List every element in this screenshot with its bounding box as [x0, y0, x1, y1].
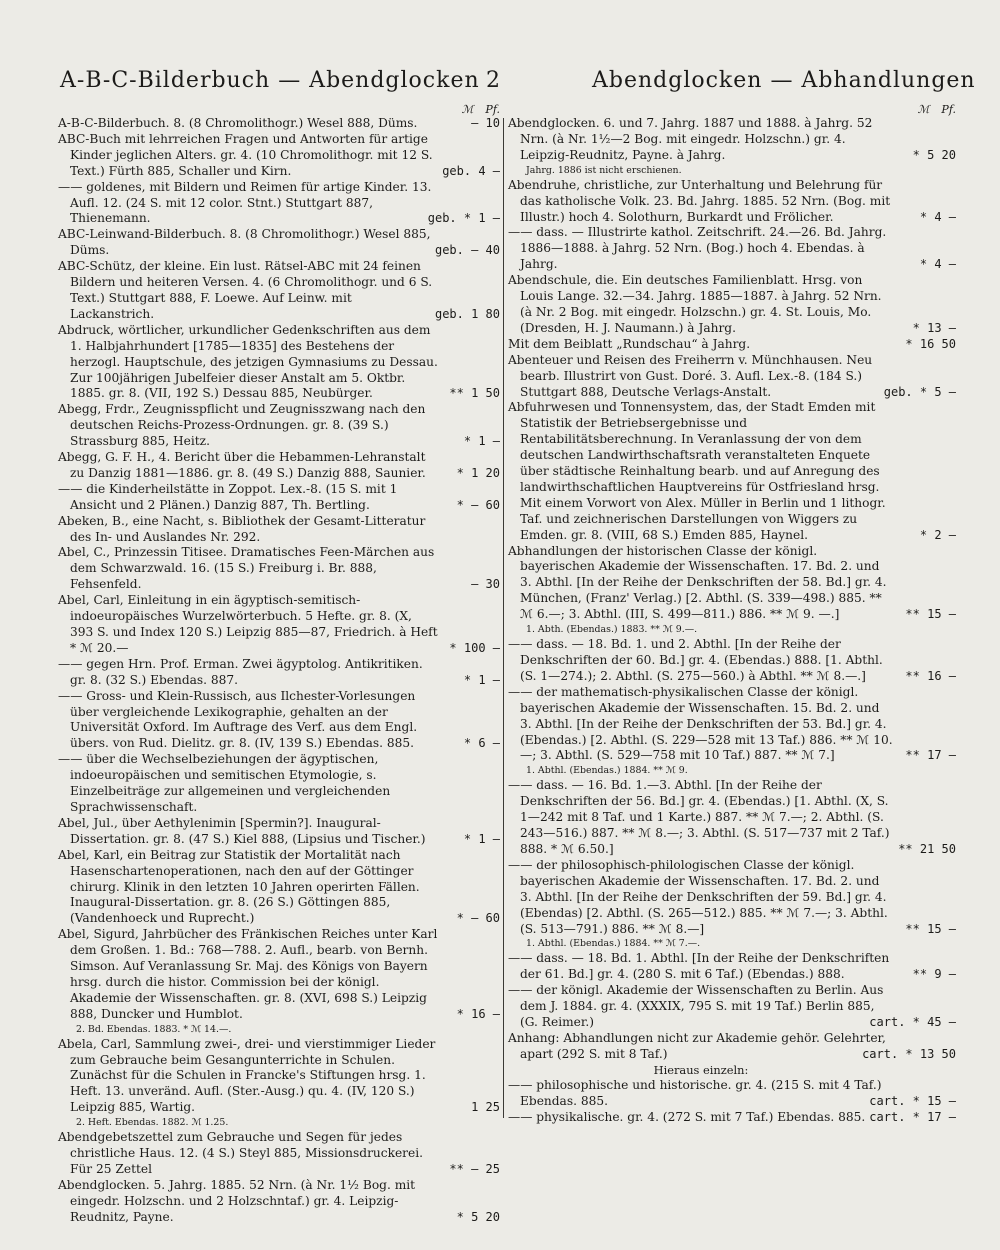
entry-text: Abendgebetszettel zum Gebrauche und Segen für jedes christliche Haus. 12. (4 S.) Steyl 885, Missionsdruckerei. Für 25 Zettel [58, 1130, 423, 1176]
entry-price: — 10 [471, 116, 500, 130]
entry-text: —— dass. — Illustrirte kathol. Zeitschrift. 24.—26. Bd. Jahrg. 1886—1888. à Jahrg. 52 Nrn. (Bog.) hoch 4. Ebendas. à Jahrg. [508, 225, 887, 272]
catalog-entry [508, 178, 956, 226]
entry-text: Abegg, G. F. H., 4. Bericht über die Hebammen-Lehranstalt zu Danzig 1881—1886. gr. 8. (49 S.) Danzig 888, Saunier. [58, 450, 426, 480]
entry-price: * 6 — [463, 736, 500, 751]
left-column [58, 103, 500, 1226]
entry-text: Abel, Jul., über Aethylenimin [Spermin?]. Inaugural-Dissertation. gr. 8. (47 S.) Kiel 888, (Lipsius und Tischer.) [58, 815, 426, 846]
entry-text: —— der königl. Akademie der Wissenschaften zu Berlin. Aus dem J. 1884. gr. 4. (XXXIX, 795 S. mit 19 Taf.) Berlin 885, (G. Reimer.) [508, 983, 884, 1030]
catalog-entry [508, 225, 956, 273]
entry-price: * 1 — [463, 831, 500, 846]
catalog-entry [58, 545, 500, 593]
entry-footnote: 1. Abthl. (Ebendas.) 1884. ** ℳ 7.—. [526, 938, 701, 950]
entry-text: Abendglocken. 6. und 7. Jahrg. 1887 und 1888. à Jahrg. 52 Nrn. (à Nr. 1½—2 Bog. mit eingedr. Holzschn.) gr. 4. Leipzig-Reudnitz, Payne. à Jahrg. [508, 116, 873, 162]
entry-price: * 2 — [919, 527, 956, 542]
entry-text: ABC-Schütz, der kleine. Ein lust. Rätsel-ABC mit 24 feinen Bildern und heiteren Versen. 4. (6 Chromolithogr. und 6 S. Text.) Stuttgart 888, F. Loewe. Auf Leinw. mit Lackanstrich. [58, 259, 433, 321]
entry-price: * 100 — [449, 640, 500, 655]
catalog-entry [58, 752, 500, 816]
price-unit-header [58, 103, 500, 116]
entry-price: cart. * 17 — [869, 1109, 956, 1124]
catalog-entry [58, 180, 500, 228]
mark-unit: ℳ [461, 103, 474, 116]
catalog-entry [508, 778, 956, 858]
catalog-entry [58, 848, 500, 928]
entry-text: Anhang: Abhandlungen nicht zur Akademie gehör. Gelehrter, apart (292 S. mit 8 Taf.) [508, 1030, 886, 1061]
catalog-entry [58, 657, 500, 689]
entry-text: Abel, Carl, Einleitung in ein ägyptisch-semitisch-indoeuropäisches Wurzelwörterbuch. 5 Hefte. gr. 8. (X, 393 S. und Index 120 S.) Leipzig 885—87, Friedrich. à Heft * ℳ 20.— [58, 593, 438, 655]
entry-price: cart. * 45 — [869, 1015, 956, 1030]
catalog-entry [508, 1110, 956, 1126]
entry-text: —— der mathematisch-physikalischen Classe der königl. bayerischen Akademie der Wissenschaften. 15. Bd. 2. und 3. Abthl. [In der Reihe der Denkschriften der 53. Bd.] gr. 4. (Ebendas.) [2. Abthl. (S. 229—528 mit 13 Taf.) 886. ** ℳ 10.—; 3. Abthl. (S. 529—758 mit 10 Taf.) 887. ** ℳ 7.] [508, 684, 893, 763]
catalog-entry [508, 273, 956, 337]
entry-text: —— goldenes, mit Bildern und Reimen für artige Kinder. 13. Aufl. 12. (24 S. mit 12 color. Stnt.) Stuttgart 887, Thienemann. [58, 179, 432, 226]
entry-text: —— philosophische und historische. gr. 4. (215 S. mit 4 Taf.) Ebendas. 885. [508, 1077, 882, 1108]
catalog-entry [508, 1031, 956, 1063]
entry-text: —— gegen Hrn. Prof. Erman. Zwei ägyptolog. Antikritiken. gr. 8. (32 S.) Ebendas. 887. [58, 656, 423, 687]
catalog-entry [508, 353, 956, 401]
entry-price: ** 16 — [905, 668, 956, 683]
catalog-entry [508, 951, 956, 983]
right-column [508, 103, 956, 1125]
column-divider [503, 118, 504, 1118]
entry-footnote: 1. Abthl. (Ebendas.) 1884. ** ℳ 9. [526, 765, 688, 777]
catalog-entry [58, 514, 500, 546]
entry-price: * — 60 [456, 497, 500, 512]
entry-text: —— der philosophisch-philologischen Classe der königl. bayerischen Akademie der Wissenschaften. 17. Bd. 2. und 3. Abthl. [In der Reihe der Denkschriften der 59. Bd.] gr. 4. (Ebendas) [2. Abthl. (S. 265—512.) 885. ** ℳ 7.—; 3. Abthl. (S. 513—791.) 886. ** ℳ 8.—] [508, 857, 888, 936]
entry-price: ** 9 — [912, 967, 956, 982]
entry-text: Abeken, B., eine Nacht, s. Bibliothek der Gesamt-Litteratur des In- und Auslandes Nr. 292. [58, 513, 426, 544]
entry-price: geb. * 5 — [883, 384, 956, 399]
catalog-entry [508, 337, 956, 353]
entry-text: ABC-Buch mit lehrreichen Fragen und Antworten für artige Kinder jeglichen Alters. gr. 4. (10 Chromolithogr. mit 12 S. Text.) Fürth 885, Schaller und Kirn. [58, 131, 433, 178]
catalog-entry [58, 259, 500, 323]
entry-price: geb. 1 80 [434, 306, 500, 321]
entry-footnote: 2. Heft. Ebendas. 1882. ℳ 1.25. [76, 1117, 229, 1129]
catalog-entry [508, 858, 956, 938]
catalog-entry [58, 927, 500, 1022]
catalog-entry [58, 816, 500, 848]
entry-text: —— dass. — 16. Bd. 1.—3. Abthl. [In der Reihe der Denkschriften der 56. Bd.] gr. 4. (Ebendas.) [1. Abthl. (X, S. 1—242 mit 8 Taf. und 1 Karte.) 887. ** ℳ 7.—; 2. Abthl. (S. 243—516.) 887. ** ℳ 8.—; 3. Abthl. (S. 517—737 mit 2 Taf.) 888. * ℳ 6.50.] [508, 778, 890, 856]
entry-price: 1 25 [471, 1100, 500, 1115]
entry-price: geb. * 1 — [427, 211, 500, 226]
entry-text: —— dass. — 18. Bd. 1. und 2. Abthl. [In der Reihe der Denkschriften der 60. Bd.] gr. 4. (Ebendas.) 888. [1. Abthl. (S. 1—274.); 2. Abthl. (S. 275—560.) à Abthl. ** ℳ 8.—.] [508, 637, 883, 683]
catalog-entry [508, 685, 956, 765]
header-left-title: A-B-C-Bilderbuch — Abendglocken [60, 68, 480, 93]
entry-text: Abela, Carl, Sammlung zwei-, drei- und vierstimmiger Lieder zum Gebrauche beim Gesangunterrichte in Schulen. Zunächst für die Schulen in Francke's Stiftungen hrsg. 1. Heft. 13. unveränd. Aufl. (Ster.-Ausg.) qu. 4. (IV, 120 S.) Leipzig 885, Wartig. [58, 1036, 436, 1115]
catalog-entry [58, 689, 500, 753]
page-number: 2 [486, 68, 500, 93]
entry-text: ABC-Leinwand-Bilderbuch. 8. (8 Chromolithogr.) Wesel 885, Düms. [58, 227, 431, 258]
entry-price: * 1 — [463, 434, 500, 449]
catalog-entry [58, 593, 500, 657]
catalog-entry [58, 132, 500, 180]
entry-text: Abegg, Frdr., Zeugnisspflicht und Zeugnisszwang nach den deutschen Reichs-Prozess-Ordnungen. gr. 8. (39 S.) Strassburg 885, Heitz. [58, 402, 426, 449]
entry-price: * 4 — [919, 209, 956, 224]
catalog-entry [508, 544, 956, 624]
catalog-entry [508, 637, 956, 685]
catalog-entry [58, 1037, 500, 1117]
catalog-entry [58, 116, 500, 132]
entry-price: * 1 20 [456, 465, 500, 480]
entry-text: —— die Kinderheilstätte in Zoppot. Lex.-8. (15 S. mit 1 Ansicht und 2 Plänen.) Danzig 887, Th. Bertling. [58, 481, 398, 512]
catalog-entry [58, 1178, 500, 1226]
entry-price: * 16 — [456, 1006, 500, 1021]
entry-footnote: 1. Abth. (Ebendas.) 1883. ** ℳ 9.—. [526, 624, 698, 636]
entry-price: ** 15 — [905, 607, 956, 622]
catalog-entry [58, 402, 500, 450]
entry-footnote: Jahrg. 1886 ist nicht erschienen. [526, 164, 682, 176]
entry-text: —— Gross- und Klein-Russisch, aus Ilchester-Vorlesungen über vergleichende Lexikographie, gehalten an der Universität Oxford. Im Auftrage des Verf. aus dem Engl. übers. von Rud. Dielitz. gr. 8. (IV, 139 S.) Ebendas. 885. [58, 688, 418, 751]
entry-price: * 5 20 [912, 147, 956, 162]
catalog-entry [58, 227, 500, 259]
entry-text: Abel, Sigurd, Jahrbücher des Fränkischen Reiches unter Karl dem Großen. 1. Bd.: 768—788. 2. Aufl., bearb. von Bernh. Simson. Auf Veranlassung Sr. Maj. des Königs von Bayern hrsg. durch die histor. Commission bei der königl. Akademie der Wissenschaften. gr. 8. (XVI, 698 S.) Leipzig 888, Duncker und Humblot. [58, 927, 438, 1021]
pfennig-unit: Pf. [485, 103, 500, 116]
entry-price: * 1 — [463, 672, 500, 687]
catalog-entry [508, 116, 956, 164]
catalog-entry [58, 482, 500, 514]
price-unit-header [508, 103, 956, 116]
entry-text: Abel, C., Prinzessin Titisee. Dramatisches Feen-Märchen aus dem Schwarzwald. 16. (15 S.) Freiburg i. Br. 888, Fehsenfeld. [58, 545, 435, 592]
entry-price: — 30 [471, 577, 500, 592]
entry-text: Abendruhe, christliche, zur Unterhaltung und Belehrung für das katholische Volk. 23. Bd. Jahrg. 1885. 52 Nrn. (Bog. mit Illustr.) hoch 4. Solothurn, Burkardt und Frölicher. [508, 177, 891, 224]
catalog-entry [58, 1130, 500, 1178]
entry-text: Abendglocken. 5. Jahrg. 1885. 52 Nrn. (à Nr. 1½ Bog. mit eingedr. Holzschn. und 2 Holzschntaf.) gr. 4. Leipzig-Reudnitz, Payne. [58, 1177, 416, 1224]
catalog-entry [508, 1078, 956, 1110]
pfennig-unit: Pf. [941, 103, 956, 116]
header-right-title: Abendglocken — Abhandlungen [592, 68, 976, 93]
catalog-entry [58, 323, 500, 403]
entry-text: —— dass. — 18. Bd. 1. Abthl. [In der Reihe der Denkschriften der 61. Bd.] gr. 4. (280 S. mit 6 Taf.) (Ebendas.) 888. [508, 951, 890, 982]
running-header [0, 68, 1000, 102]
entry-price: ** 1 50 [449, 386, 500, 401]
entry-text: —— physikalische. gr. 4. (272 S. mit 7 Taf.) Ebendas. 885. [508, 1109, 866, 1124]
entry-text: Abel, Karl, ein Beitrag zur Statistik der Mortalität nach Hasenschartenoperationen, nach den auf der Göttinger chirurg. Klinik in den letzten 10 Jahren operirten Fällen. Inaugural-Dissertation. gr. 8. (26 S.) Göttingen 885, (Vandenhoeck und Ruprecht.) [58, 847, 420, 926]
entry-footnote: 2. Bd. Ebendas. 1883. * ℳ 14.—. [76, 1023, 232, 1035]
entry-text: A-B-C-Bilderbuch. 8. (8 Chromolithogr.) Wesel 888, Düms. [58, 116, 418, 130]
catalog-entry [58, 450, 500, 482]
subheading: Hieraus einzeln: [653, 1062, 749, 1077]
entry-text: Abhandlungen der historischen Classe der königl. bayerischen Akademie der Wissenschaften. 17. Bd. 2. und 3. Abthl. [In der Reihe der Denkschriften der 58. Bd.] gr. 4. München, (Franz' Verlag.) [2. Abthl. (S. 339—498.) 885. ** ℳ 6.—; 3. Abthl. (III, S. 499—811.) 886. ** ℳ 9. —.] [508, 543, 887, 622]
entry-text: —— über die Wechselbeziehungen der ägyptischen, indoeuropäischen und semitischen Etymologie, s. Einzelbeiträge zur allgemeinen und vergleichenden Sprachwissenschaft. [58, 752, 391, 814]
entry-price: * 13 — [912, 320, 956, 335]
left-entry-list [58, 116, 500, 1226]
entry-price: ** 15 — [905, 921, 956, 936]
entry-text: Abfuhrwesen und Tonnensystem, das, der Stadt Emden mit Statistik der Betriebsergebnisse und Rentabilitätsberechnung. In Veranlassung der von dem deutschen Landwirthschaftsrath veranstalteten Enquete über städtische Reinhaltung bearb. und auf Anregung des landwirthschaftlichen Hauptvereins für Ostfriesland hrsg. Mit einem Vorwort von Alex. Müller in Berlin und 1 lithogr. Taf. und zeichnerischen Darstellungen von Wiggers zu Emden. gr. 8. (VIII, 68 S.) Emden 885, Haynel. [508, 400, 886, 542]
entry-text: Abenteuer und Reisen des Freiherrn v. Münchhausen. Neu bearb. Illustrirt von Gust. Doré. 3. Aufl. Lex.-8. (184 S.) Stuttgart 888, Deutsche Verlags-Anstalt. [508, 352, 873, 399]
entry-price: ** 17 — [905, 748, 956, 763]
entry-price: cart. * 15 — [869, 1093, 956, 1108]
entry-price: geb. 4 — [442, 163, 500, 178]
entry-price: ** 21 50 [898, 841, 956, 856]
entry-price: * 16 50 [905, 336, 956, 351]
mark-unit: ℳ [917, 103, 930, 116]
entry-text: Mit dem Beiblatt „Rundschau“ à Jahrg. [508, 336, 751, 351]
entry-price: cart. * 13 50 [862, 1046, 956, 1061]
entry-price: * 5 20 [456, 1209, 500, 1224]
catalog-entry [508, 400, 956, 543]
catalog-entry [508, 983, 956, 1031]
entry-price: geb. — 40 [434, 243, 500, 258]
entry-price: * — 60 [456, 911, 500, 926]
right-entry-list [508, 116, 956, 1125]
entry-price: ** — 25 [449, 1162, 500, 1176]
entry-text: Abdruck, wörtlicher, urkundlicher Gedenkschriften aus dem 1. Halbjahrhundert [1785—1835] des Bestehens der herzogl. Hauptschule, des jetzigen Gymnasiums zu Dessau. Zur 100jährigen Jubelfeier dieser Anstalt am 5. Oktbr. 1885. gr. 8. (VII, 192 S.) Dessau 885, Neubürger. [58, 322, 438, 401]
entry-text: Abendschule, die. Ein deutsches Familienblatt. Hrsg. von Louis Lange. 32.—34. Jahrg. 1885—1887. à Jahrg. 52 Nrn. (à Nr. 2 Bog. mit eingedr. Holzschn.) gr. 4. St. Louis, Mo. (Dresden, H. J. Naumann.) à Jahrg. [508, 273, 882, 335]
entry-price: * 4 — [919, 257, 956, 272]
